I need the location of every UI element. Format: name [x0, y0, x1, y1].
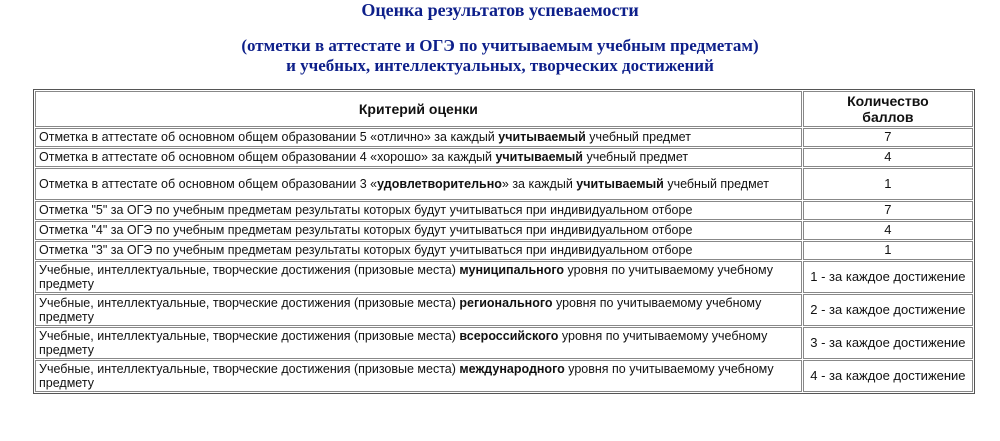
points-cell: 1	[803, 168, 973, 200]
criterion-bold: муниципального	[459, 262, 565, 277]
points-cell: 7	[803, 201, 973, 220]
criterion-bold: регионального	[459, 295, 553, 310]
criterion-text: уровня по учитываемому учебному предмету	[39, 262, 773, 291]
points-cell: 2 - за каждое достижение	[803, 294, 973, 326]
header-points	[803, 91, 973, 127]
criterion-cell	[35, 168, 802, 200]
criterion-text: Учебные, интеллектуальные, творческие достижения (призовые места)	[39, 295, 460, 310]
criterion-cell: Отметка "4" за ОГЭ по учебным предметам результаты которых будут учитываться при индивидуальном отборе	[35, 221, 802, 240]
points-cell: 4 - за каждое достижение	[803, 360, 973, 392]
criteria-table	[33, 89, 975, 394]
criterion-cell	[35, 128, 802, 147]
criterion-cell	[35, 327, 802, 359]
criterion-bold: международного	[459, 361, 565, 376]
table-row	[35, 360, 973, 392]
table-row	[35, 221, 973, 240]
points-cell: 4	[803, 221, 973, 240]
criterion-bold: учитываемый	[495, 150, 583, 165]
criterion-text: уровня по учитываемому учебному предмету	[39, 361, 774, 390]
criterion-bold: учитываемый	[576, 176, 664, 191]
table-row	[35, 327, 973, 359]
criterion-text: уровня по учитываемому учебному предмету	[39, 295, 762, 324]
table-row	[35, 148, 973, 167]
header-points-line1: Количество	[847, 93, 929, 109]
criterion-cell	[35, 261, 802, 293]
points-cell: 4	[803, 148, 973, 167]
points-cell: 7	[803, 128, 973, 147]
header-points-line2: баллов	[862, 109, 914, 125]
criterion-text: учебный предмет	[663, 176, 769, 191]
table-row	[35, 168, 973, 200]
criterion-bold: всероссийского	[459, 328, 559, 343]
criterion-bold: учитываемый	[498, 130, 586, 145]
table-header-row	[35, 91, 973, 127]
page-title: Оценка результатов успеваемости	[361, 0, 639, 20]
points-cell: 1	[803, 241, 973, 260]
table-row	[35, 261, 973, 293]
table-row	[35, 128, 973, 147]
criterion-cell: Отметка "5" за ОГЭ по учебным предметам результаты которых будут учитываться при индивидуальном отборе	[35, 201, 802, 220]
points-cell: 1 - за каждое достижение	[803, 261, 973, 293]
criterion-text: учебный предмет	[585, 130, 691, 145]
points-cell: 3 - за каждое достижение	[803, 327, 973, 359]
header-criterion: Критерий оценки	[35, 91, 802, 127]
criterion-text: Отметка в аттестате об основном общем образовании 3 «	[39, 176, 378, 191]
criterion-text: » за каждый	[501, 176, 577, 191]
criterion-cell	[35, 294, 802, 326]
criterion-cell	[35, 148, 802, 167]
criteria-table-container	[33, 89, 975, 394]
page-subtitle-line2: и учебных, интеллектуальных, творческих достижений	[286, 56, 714, 75]
page-subtitle-line1: (отметки в аттестате и ОГЭ по учитываемым учебным предметам)	[241, 36, 759, 55]
criterion-text: уровня по учитываемому учебному предмету	[39, 328, 768, 357]
criterion-text: Отметка в аттестате об основном общем образовании 5 «отлично» за каждый	[39, 130, 499, 145]
criterion-cell	[35, 360, 802, 392]
table-row	[35, 294, 973, 326]
criterion-text: учебный предмет	[583, 150, 689, 165]
criterion-text: Учебные, интеллектуальные, творческие достижения (призовые места)	[39, 328, 460, 343]
table-row	[35, 201, 973, 220]
criterion-text: Учебные, интеллектуальные, творческие достижения (призовые места)	[39, 262, 460, 277]
criterion-text: Отметка в аттестате об основном общем образовании 4 «хорошо» за каждый	[39, 150, 496, 165]
criterion-text: Учебные, интеллектуальные, творческие достижения (призовые места)	[39, 361, 460, 376]
table-row	[35, 241, 973, 260]
criterion-bold: удовлетворительно	[377, 176, 502, 191]
criterion-cell: Отметка "3" за ОГЭ по учебным предметам результаты которых будут учитываться при индивидуальном отборе	[35, 241, 802, 260]
